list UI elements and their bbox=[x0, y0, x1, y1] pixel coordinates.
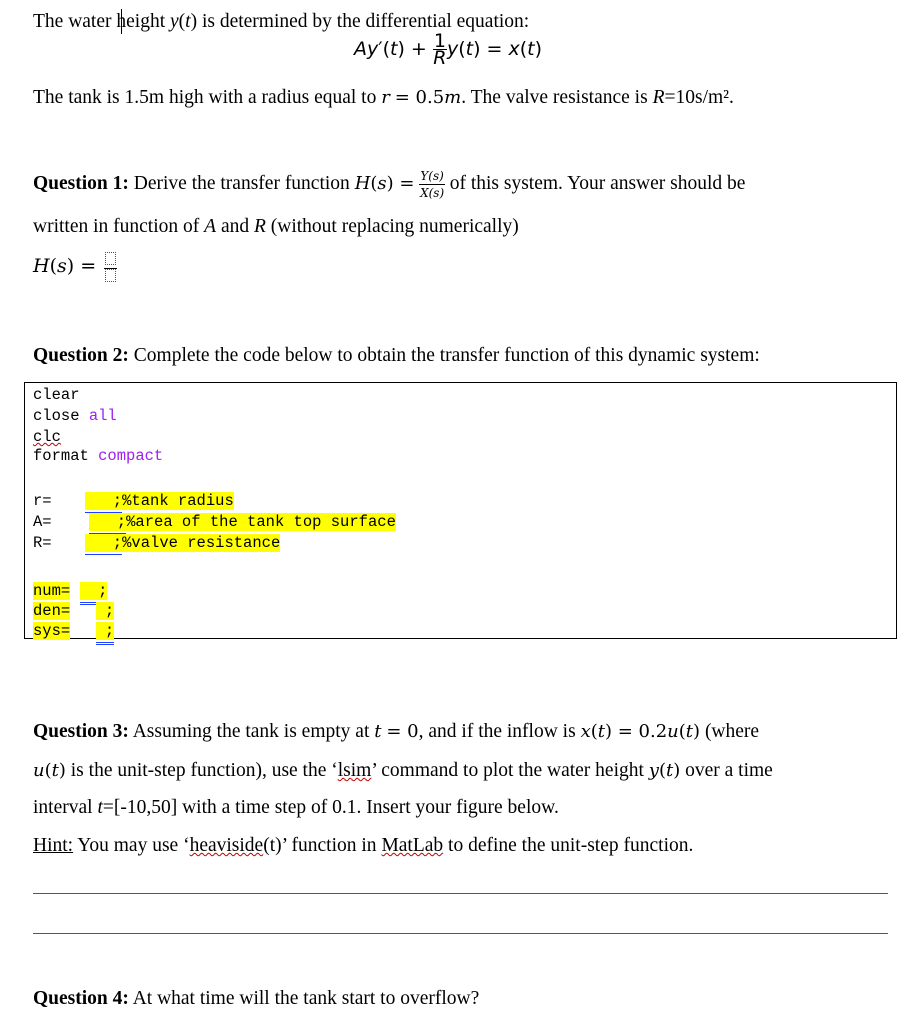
answer-line-2[interactable] bbox=[33, 933, 888, 934]
intro-line-1: The water height y(t) is determined by the differential equation: bbox=[33, 11, 530, 32]
q4-label: Question 4: bbox=[33, 988, 129, 1009]
q3-label: Question 3: bbox=[33, 721, 129, 742]
code-clear: clear bbox=[33, 386, 80, 404]
denominator-placeholder bbox=[105, 269, 116, 282]
code-R-line: R= ;%valve resistance bbox=[33, 533, 280, 555]
q3-line-3: interval t=[-10,50] with a time step of 0.1. Insert your figure below. bbox=[33, 797, 559, 818]
code-clc: clc bbox=[33, 428, 61, 446]
numerator-placeholder bbox=[105, 252, 116, 265]
q3-hint: Hint: You may use ‘heaviside(t)’ function in MatLab to define the unit-step function. bbox=[33, 835, 694, 856]
hint-label: Hint: bbox=[33, 835, 74, 856]
q3-line-2: u(t) is the unit-step function), use the ‘lsim’ command to plot the water height y(t) over a time bbox=[33, 760, 773, 781]
q2-label: Question 2: bbox=[33, 345, 129, 366]
q1-label: Question 1: bbox=[33, 172, 129, 194]
answer-line-1[interactable] bbox=[33, 893, 888, 894]
q4-line: Question 4: At what time will the tank start to overflow? bbox=[33, 988, 480, 1009]
code-box[interactable] bbox=[24, 382, 897, 639]
q2-line: Question 2: Complete the code below to obtain the transfer function of this dynamic system: bbox=[33, 345, 760, 366]
code-r-line: r= ;%tank radius bbox=[33, 491, 234, 513]
code-den-line: den= ; bbox=[33, 601, 114, 625]
code-sys-line: sys= ; bbox=[33, 621, 114, 645]
differential-equation: Ay′(t) + $\frac{1}{R}$ y(t) = x(t) bbox=[354, 30, 543, 69]
q1-line-2: written in function of A and R (without replacing numerically) bbox=[33, 216, 519, 237]
code-num-line: num= ; bbox=[33, 581, 107, 605]
q1-line-1: Question 1: Derive the transfer function H(s) = $\frac{Y(s)}{X(s)}$ of this system. Your answer should be bbox=[33, 169, 746, 200]
intro-line-3: The tank is 1.5m high with a radius equal to r = 0.5m. The valve resistance is R=10s/m². bbox=[33, 87, 734, 108]
code-format: format compact bbox=[33, 447, 164, 465]
q1-answer[interactable]: H(s) = bbox=[33, 252, 117, 285]
code-a-line: A= ;%area of the tank top surface bbox=[33, 512, 396, 534]
code-close: close all bbox=[33, 407, 117, 425]
q3-line-1: Question 3: Assuming the tank is empty at t = 0, and if the inflow is x(t) = 0.2u(t) (where bbox=[33, 721, 760, 742]
